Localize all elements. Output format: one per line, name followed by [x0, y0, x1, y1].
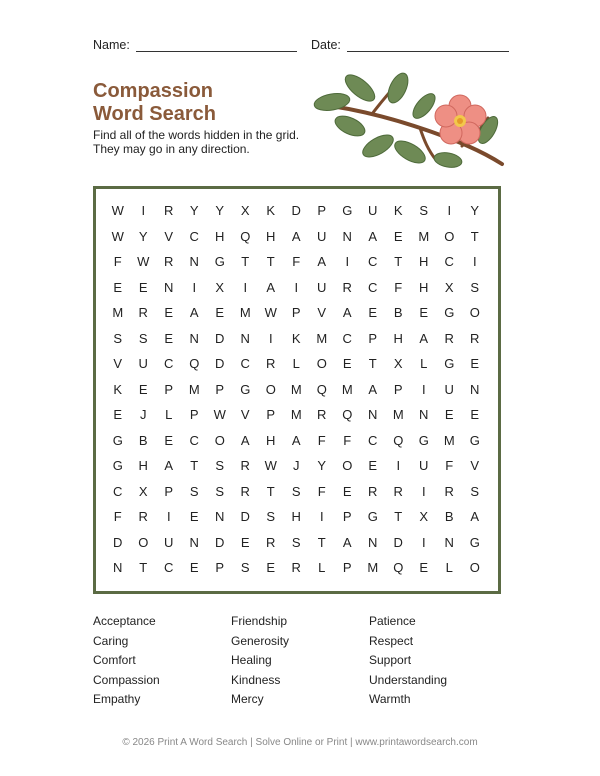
grid-cell[interactable]: G [342, 203, 353, 218]
grid-cell[interactable]: T [394, 254, 403, 269]
grid-cell[interactable]: E [342, 356, 352, 371]
grid-cell[interactable]: A [368, 228, 378, 244]
grid-cell[interactable]: U [419, 458, 429, 473]
date-field[interactable] [311, 38, 509, 52]
grid-cell[interactable]: W [111, 203, 124, 218]
grid-cell[interactable]: S [189, 483, 199, 499]
grid-cell[interactable]: Q [240, 228, 251, 244]
grid-cell[interactable]: Y [215, 203, 225, 218]
grid-cell[interactable]: T [317, 534, 326, 550]
grid-cell[interactable]: E [266, 560, 276, 575]
grid-cell[interactable]: S [215, 458, 225, 473]
grid-cell[interactable]: E [164, 432, 174, 448]
grid-cell[interactable]: L [445, 560, 453, 575]
grid-cell[interactable]: Y [470, 203, 480, 218]
grid-cell[interactable]: P [189, 407, 199, 422]
grid-cell[interactable]: U [317, 279, 327, 295]
grid-cell[interactable]: T [368, 356, 377, 371]
grid-cell[interactable]: U [444, 381, 454, 397]
grid-cell[interactable]: A [291, 432, 301, 448]
grid-cell[interactable]: H [419, 254, 429, 269]
grid-cell[interactable]: L [165, 407, 173, 422]
grid-cell[interactable]: A [368, 381, 378, 397]
grid-cell[interactable]: K [266, 203, 276, 218]
grid-cell[interactable]: P [342, 509, 352, 524]
grid-cell[interactable]: R [444, 330, 454, 346]
grid-cell[interactable]: W [213, 407, 226, 422]
grid-cell[interactable]: N [240, 330, 250, 346]
grid-cell[interactable]: Q [189, 356, 200, 371]
grid-cell[interactable]: M [112, 305, 124, 320]
grid-cell[interactable]: A [164, 458, 174, 473]
grid-cell[interactable]: S [113, 330, 123, 346]
grid-cell[interactable]: T [266, 254, 275, 269]
grid-cell[interactable]: P [317, 203, 327, 218]
grid-cell[interactable]: A [189, 305, 199, 320]
grid-cell[interactable]: T [241, 254, 250, 269]
grid-cell[interactable]: E [113, 279, 123, 295]
grid-cell[interactable]: O [342, 458, 353, 473]
grid-cell[interactable]: E [444, 407, 454, 422]
grid-cell[interactable]: X [393, 356, 403, 371]
grid-cell[interactable]: G [469, 534, 480, 550]
grid-cell[interactable]: F [445, 458, 454, 473]
grid-cell[interactable]: E [240, 534, 250, 550]
flower-branch-illustration [312, 68, 506, 172]
grid-cell[interactable]: E [215, 305, 225, 320]
grid-cell[interactable]: K [393, 203, 403, 218]
grid-cell[interactable]: E [189, 509, 199, 524]
grid-cell[interactable]: E [138, 381, 148, 397]
date-label: Date: [311, 38, 341, 52]
word-list-item: Mercy [231, 692, 264, 706]
grid-cell[interactable]: P [266, 407, 276, 422]
grid-cell[interactable]: C [444, 254, 454, 269]
word-list-item: Friendship [231, 614, 288, 628]
grid-cell[interactable]: E [342, 483, 352, 499]
grid-cell[interactable]: H [138, 458, 148, 473]
grid-cell[interactable]: L [318, 560, 326, 575]
grid-cell[interactable]: I [166, 509, 171, 524]
grid-cell[interactable]: I [447, 203, 452, 218]
grid-cell[interactable]: V [317, 305, 327, 320]
word-list-item: Kindness [231, 672, 281, 687]
grid-cell[interactable]: R [164, 203, 174, 218]
grid-cell[interactable]: F [394, 279, 403, 295]
grid-cell[interactable]: S [470, 279, 480, 295]
grid-cell[interactable]: M [290, 381, 302, 397]
grid-cell[interactable]: W [111, 228, 124, 244]
grid-cell[interactable]: F [343, 432, 352, 448]
grid-cell[interactable]: N [368, 407, 378, 422]
grid-cell[interactable]: R [393, 483, 403, 499]
grid-cell[interactable]: N [444, 534, 454, 550]
grid-cell[interactable]: D [215, 330, 225, 346]
grid-cell[interactable]: C [113, 483, 123, 499]
grid-cell[interactable]: G [112, 458, 123, 473]
word-list-item: Empathy [93, 692, 141, 706]
grid-cell[interactable]: R [444, 483, 454, 499]
grid-cell[interactable]: Q [342, 407, 353, 422]
grid-cell[interactable]: S [266, 509, 276, 524]
grid-cell[interactable]: D [240, 509, 250, 524]
grid-cell[interactable]: E [368, 305, 378, 320]
grid-cell[interactable]: O [138, 534, 149, 550]
grid-cell[interactable]: M [418, 228, 430, 244]
title-line-2: Word Search [93, 103, 216, 125]
grid-cell[interactable]: P [291, 305, 301, 320]
grid-cell[interactable]: G [112, 432, 123, 448]
grid-cell[interactable]: M [367, 560, 379, 575]
grid-cell[interactable]: D [215, 356, 225, 371]
grid-cell[interactable]: E [164, 305, 174, 320]
grid-cell[interactable]: S [291, 534, 301, 550]
grid-cell[interactable]: Q [316, 381, 327, 397]
grid-cell[interactable]: G [469, 432, 480, 448]
grid-cell[interactable]: H [266, 432, 276, 448]
grid-cell[interactable]: N [113, 560, 123, 575]
grid-cell[interactable]: N [215, 509, 225, 524]
grid-cell[interactable]: R [164, 254, 174, 269]
grid-cell[interactable]: R [317, 407, 327, 422]
grid-cell[interactable]: D [215, 534, 225, 550]
grid-cell[interactable]: G [444, 356, 455, 371]
grid-cell[interactable]: E [470, 407, 480, 422]
grid-cell[interactable]: F [113, 254, 122, 269]
grid-cell[interactable]: E [189, 560, 199, 575]
grid-cell[interactable]: U [317, 228, 327, 244]
grid-cell[interactable]: G [418, 432, 429, 448]
grid-cell[interactable]: S [470, 483, 480, 499]
grid-cell[interactable]: R [138, 509, 148, 524]
grid-cell[interactable]: C [164, 560, 174, 575]
grid-cell[interactable]: R [266, 534, 276, 550]
grid-cell[interactable]: Q [393, 560, 404, 575]
name-line[interactable] [136, 39, 297, 52]
grid-cell[interactable]: A [342, 305, 352, 320]
grid-cell[interactable]: I [421, 381, 426, 397]
grid-cell[interactable]: J [140, 407, 147, 422]
word-list-item: Compassion [93, 672, 160, 687]
grid-cell[interactable]: E [470, 356, 480, 371]
grid-cell[interactable]: X [215, 279, 225, 295]
grid-cell[interactable]: O [469, 560, 480, 575]
grid-cell[interactable]: D [393, 534, 403, 550]
grid-cell[interactable]: T [394, 509, 403, 524]
grid-cell[interactable]: E [138, 279, 148, 295]
grid-cell[interactable]: M [392, 407, 404, 422]
grid-cell[interactable]: Y [138, 228, 148, 244]
grid-cell[interactable]: K [291, 330, 301, 346]
grid-cell[interactable]: B [444, 509, 454, 524]
grid-cell[interactable]: M [316, 330, 328, 346]
grid-cell[interactable]: G [367, 509, 378, 524]
grid-cell[interactable]: H [291, 509, 301, 524]
instructions-line-2: They may go in any direction. [93, 142, 250, 156]
footer: © 2026 Print A Word Search | Solve Online or Print | www.printawordsearch.com [122, 737, 478, 748]
grid-cell[interactable]: A [266, 279, 276, 295]
instructions-line-1: Find all of the words hidden in the grid. [93, 128, 300, 142]
grid-cell[interactable]: I [421, 534, 426, 550]
grid-cell[interactable]: M [239, 305, 251, 320]
date-line[interactable] [347, 39, 509, 52]
word-list-item: Generosity [231, 633, 290, 648]
grid-cell[interactable]: O [469, 305, 480, 320]
grid-cell[interactable]: I [141, 203, 146, 218]
grid-cell[interactable]: H [215, 228, 225, 244]
grid-cell[interactable]: A [240, 432, 250, 448]
grid-cell[interactable]: A [291, 228, 301, 244]
grid-cell[interactable]: Y [189, 203, 199, 218]
word-list [93, 612, 507, 710]
word-list-item: Healing [231, 653, 272, 667]
grid-cell[interactable]: C [368, 432, 378, 448]
grid-cell[interactable]: N [470, 381, 480, 397]
grid-cell[interactable]: R [266, 356, 276, 371]
word-list-item: Respect [369, 633, 414, 648]
grid-cell[interactable]: C [164, 356, 174, 371]
grid-cell[interactable]: G [444, 305, 455, 320]
grid-cell[interactable]: N [189, 330, 199, 346]
grid-cell[interactable]: R [342, 279, 352, 295]
grid-cell[interactable]: H [393, 330, 403, 346]
grid-cell[interactable]: I [294, 279, 299, 295]
grid-cell[interactable]: O [214, 432, 225, 448]
grid-cell[interactable]: R [240, 483, 250, 499]
grid-cell[interactable]: M [443, 432, 455, 448]
grid-cell[interactable]: P [342, 560, 352, 575]
grid-cell[interactable]: N [189, 534, 199, 550]
grid-cell[interactable]: H [266, 228, 276, 244]
grid-cell[interactable]: A [342, 534, 352, 550]
instructions [93, 128, 299, 156]
grid-cell[interactable]: A [470, 509, 480, 524]
grid-cell[interactable]: U [164, 534, 174, 550]
grid-cell[interactable]: R [470, 330, 480, 346]
grid-cell[interactable]: A [419, 330, 429, 346]
grid-cell[interactable]: H [419, 279, 429, 295]
grid-cell[interactable]: T [139, 560, 148, 575]
grid-cell[interactable]: O [265, 381, 276, 397]
grid-cell[interactable]: N [368, 534, 378, 550]
grid-cell[interactable]: O [444, 228, 455, 244]
grid-cell[interactable]: P [164, 381, 174, 397]
grid-cell[interactable]: T [266, 483, 275, 499]
title-line-1: Compassion [93, 80, 214, 102]
grid-cell[interactable]: P [215, 560, 225, 575]
grid-cell[interactable]: O [316, 356, 327, 371]
grid-cell[interactable]: F [317, 483, 326, 499]
grid-cell[interactable]: P [368, 330, 378, 346]
grid-cell[interactable]: X [444, 279, 454, 295]
word-list-item: Understanding [369, 672, 448, 687]
grid-cell[interactable]: P [164, 483, 174, 499]
word-list-item: Acceptance [93, 614, 156, 628]
grid-cell[interactable]: M [188, 381, 200, 397]
grid-cell[interactable]: N [164, 279, 174, 295]
grid-cell[interactable]: C [342, 330, 352, 346]
grid-cell[interactable]: V [470, 458, 480, 473]
grid-cell[interactable]: F [113, 509, 122, 524]
grid-cell[interactable]: R [138, 305, 148, 320]
grid-cell[interactable]: D [113, 534, 123, 550]
grid-cell[interactable]: P [393, 381, 403, 397]
word-list-item: Support [369, 653, 412, 667]
word-list-item: Patience [369, 614, 416, 628]
grid-cell[interactable]: V [240, 407, 250, 422]
grid-cell[interactable]: I [396, 458, 401, 473]
grid-cell[interactable]: G [240, 381, 251, 397]
grid-cell[interactable]: E [393, 228, 403, 244]
grid-cell[interactable]: C [368, 254, 378, 269]
grid-cell[interactable]: T [470, 228, 479, 244]
grid-cell[interactable]: B [138, 432, 148, 448]
grid-cell[interactable]: E [419, 305, 429, 320]
grid-cell[interactable]: Y [317, 458, 327, 473]
grid-cell[interactable]: F [317, 432, 326, 448]
grid-cell[interactable]: V [164, 228, 174, 244]
grid-cell[interactable]: G [214, 254, 225, 269]
grid-cell[interactable]: S [138, 330, 148, 346]
grid-cell[interactable]: K [113, 381, 123, 397]
grid-cell[interactable]: X [240, 203, 250, 218]
grid-cell[interactable]: R [291, 560, 301, 575]
grid-cell[interactable]: X [138, 483, 148, 499]
grid-cell[interactable]: I [192, 279, 197, 295]
grid-cell[interactable]: L [420, 356, 428, 371]
grid-cell[interactable]: C [240, 356, 250, 371]
grid-cell[interactable]: U [368, 203, 378, 218]
grid-cell[interactable]: C [189, 432, 199, 448]
grid-cell[interactable]: C [368, 279, 378, 295]
grid-cell[interactable]: S [240, 560, 250, 575]
word-list-item: Comfort [93, 653, 136, 667]
grid-cell[interactable]: M [341, 381, 353, 397]
grid-cell[interactable]: J [293, 458, 300, 473]
grid-cell[interactable]: W [137, 254, 150, 269]
grid-cell[interactable]: R [240, 458, 250, 473]
grid-cell[interactable]: U [138, 356, 148, 371]
grid-cell[interactable]: W [264, 305, 277, 320]
grid-cell[interactable]: F [292, 254, 301, 269]
grid-cell[interactable]: B [393, 305, 403, 320]
grid-cell[interactable]: Q [393, 432, 404, 448]
grid-cell[interactable]: D [291, 203, 301, 218]
grid-cell[interactable]: R [368, 483, 378, 499]
word-list-item: Warmth [369, 692, 411, 706]
grid-cell[interactable]: I [345, 254, 350, 269]
grid-cell[interactable]: N [189, 254, 199, 269]
grid-cell[interactable]: L [292, 356, 300, 371]
grid-cell[interactable]: M [290, 407, 302, 422]
word-grid[interactable] [105, 198, 488, 581]
grid-cell[interactable]: E [164, 330, 174, 346]
grid-cell[interactable]: V [113, 356, 123, 371]
name-field[interactable] [93, 38, 297, 52]
grid-cell[interactable]: T [190, 458, 199, 473]
grid-cell[interactable]: I [243, 279, 248, 295]
grid-cell[interactable]: N [419, 407, 429, 422]
grid-cell[interactable]: S [215, 483, 225, 499]
word-list-item: Caring [93, 633, 129, 648]
grid-cell[interactable]: I [268, 330, 273, 346]
grid-cell[interactable]: N [342, 228, 352, 244]
grid-cell[interactable]: I [472, 254, 477, 269]
grid-cell[interactable]: E [368, 458, 378, 473]
grid-cell[interactable]: I [421, 483, 426, 499]
grid-cell[interactable]: I [319, 509, 324, 524]
grid-cell[interactable]: S [419, 203, 429, 218]
grid-cell[interactable]: S [291, 483, 301, 499]
grid-cell[interactable]: C [189, 228, 199, 244]
grid-cell[interactable]: X [419, 509, 429, 524]
grid-cell[interactable]: E [113, 407, 123, 422]
name-label: Name: [93, 38, 130, 52]
grid-cell[interactable]: P [215, 381, 225, 397]
grid-cell[interactable]: E [419, 560, 429, 575]
grid-cell[interactable]: W [264, 458, 277, 473]
page-title [93, 80, 216, 126]
grid-cell[interactable]: A [317, 254, 327, 269]
